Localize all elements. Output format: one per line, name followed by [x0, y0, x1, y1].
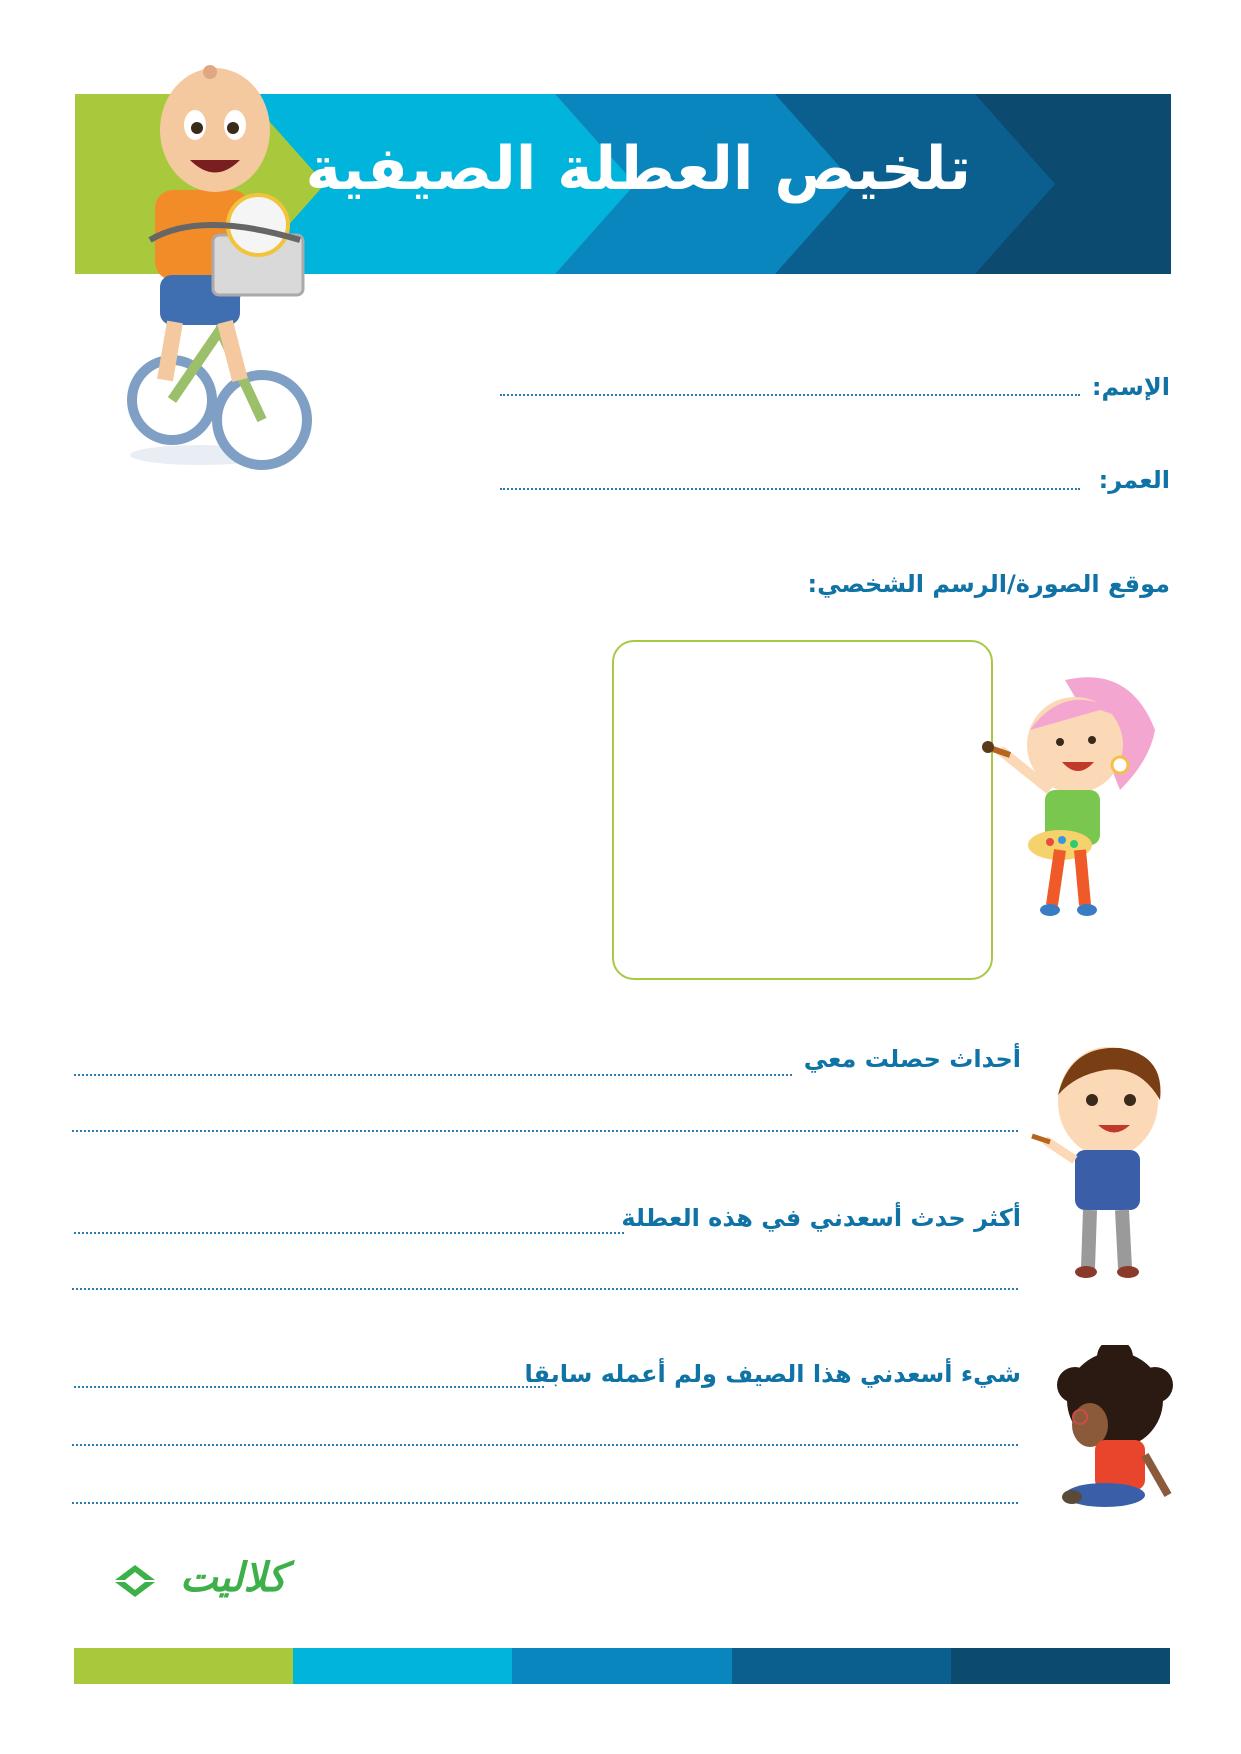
- events-label: أحداث حصلت معي: [803, 1045, 1021, 1073]
- age-field[interactable]: [500, 488, 1080, 490]
- page-title: تلخيص العطلة الصيفية: [305, 134, 971, 204]
- boy-on-bicycle-illustration: [110, 60, 330, 490]
- photo-label: موقع الصورة/الرسم الشخصي:: [807, 570, 1170, 598]
- footer-segment-navy: [951, 1648, 1170, 1684]
- happiest-line-1[interactable]: [74, 1232, 624, 1234]
- footer-segment-light-blue: [293, 1648, 512, 1684]
- events-line-2[interactable]: [72, 1130, 1018, 1132]
- footer-segment-dark-blue: [732, 1648, 951, 1684]
- new-thing-label: شيء أسعدني هذا الصيف ولم أعمله سابقا: [524, 1360, 1021, 1388]
- girl-painter-illustration: [980, 670, 1160, 930]
- clalit-logo-icon: [110, 1560, 160, 1600]
- new-thing-line-3[interactable]: [72, 1502, 1018, 1504]
- footer-segment-mid-blue: [512, 1648, 731, 1684]
- new-thing-line-2[interactable]: [72, 1444, 1018, 1446]
- clalit-logo: [110, 1555, 286, 1601]
- logo-text: كلاليت: [179, 1555, 287, 1601]
- name-field[interactable]: [500, 394, 1080, 396]
- events-line-1[interactable]: [74, 1074, 792, 1076]
- happiest-event-label: أكثر حدث أسعدني في هذه العطلة: [621, 1204, 1021, 1232]
- boy-with-brush-illustration: [1030, 1040, 1180, 1280]
- happiest-line-2[interactable]: [72, 1288, 1018, 1290]
- age-label: العمر:: [1098, 466, 1170, 494]
- seated-child-illustration: [1050, 1345, 1180, 1525]
- footer-color-bar: [74, 1648, 1170, 1684]
- photo-drawing-box[interactable]: [612, 640, 993, 980]
- footer-segment-green: [74, 1648, 293, 1684]
- name-label: الإسم:: [1091, 373, 1170, 401]
- new-thing-line-1[interactable]: [74, 1386, 544, 1388]
